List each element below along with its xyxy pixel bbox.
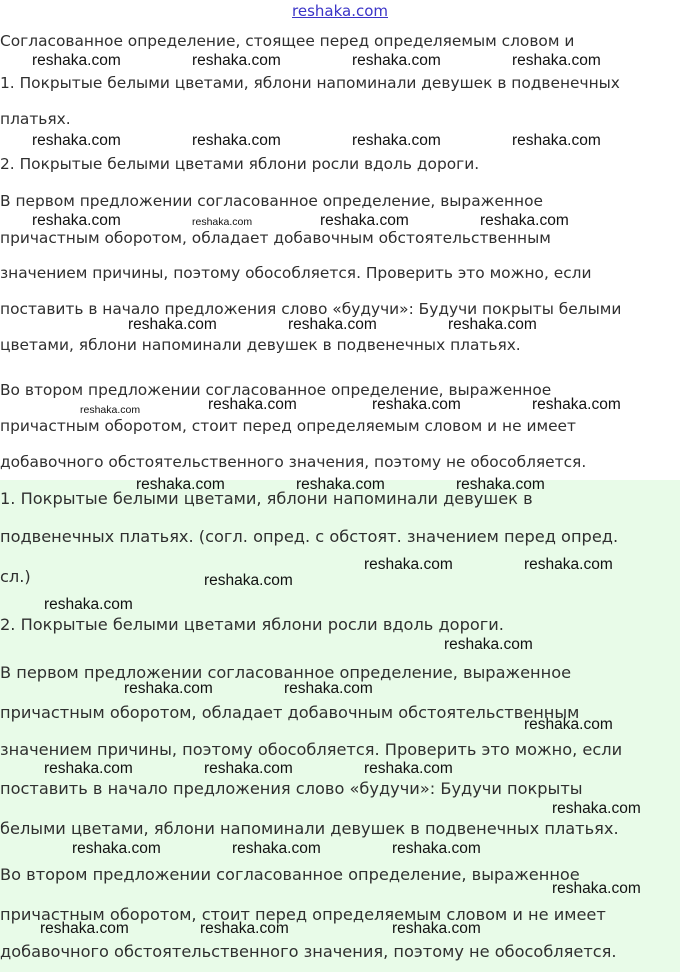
answer-line: сл.) bbox=[0, 567, 31, 586]
watermark: reshaka.com bbox=[352, 132, 441, 149]
task-line: Согласованное определение, стоящее перед определяемым словом и bbox=[0, 32, 575, 50]
watermark: reshaka.com bbox=[208, 396, 297, 413]
watermark: reshaka.com bbox=[524, 556, 613, 573]
task-line: значением причины, поэтому обособляется. Проверить это можно, если bbox=[0, 264, 592, 282]
site-header-link[interactable]: reshaka.com bbox=[292, 2, 388, 20]
answer-line: белыми цветами, яблони напоминали девушек в подвенечных платьях. bbox=[0, 819, 619, 838]
answer-line: поставить в начало предложения слово «будучи»: Будучи покрыты bbox=[0, 779, 583, 798]
watermark: reshaka.com bbox=[192, 216, 253, 228]
watermark: reshaka.com bbox=[352, 52, 441, 69]
answer-line: добавочного обстоятельственного значения, поэтому не обособляется. bbox=[0, 942, 617, 961]
watermark: reshaka.com bbox=[552, 880, 641, 897]
task-line: 2. Покрытые белыми цветами яблони росли вдоль дороги. bbox=[0, 155, 480, 173]
watermark: reshaka.com bbox=[512, 52, 601, 69]
watermark: reshaka.com bbox=[200, 920, 289, 937]
watermark: reshaka.com bbox=[444, 636, 533, 653]
watermark: reshaka.com bbox=[320, 212, 409, 229]
task-line: причастным оборотом, стоит перед определяемым словом и не имеет bbox=[0, 417, 576, 435]
task-line: причастным оборотом, обладает добавочным обстоятельственным bbox=[0, 229, 551, 247]
answer-line: причастным оборотом, стоит перед определяемым словом и не имеет bbox=[0, 905, 606, 924]
task-line: Во втором предложении согласованное определение, выраженное bbox=[0, 381, 552, 399]
task-line: добавочного обстоятельственного значения, поэтому не обособляется. bbox=[0, 453, 587, 471]
answer-line: В первом предложении согласованное определение, выраженное bbox=[0, 663, 572, 682]
watermark: reshaka.com bbox=[392, 920, 481, 937]
watermark: reshaka.com bbox=[284, 680, 373, 697]
answer-line: 2. Покрытые белыми цветами яблони росли вдоль дороги. bbox=[0, 615, 504, 634]
watermark: reshaka.com bbox=[44, 760, 133, 777]
watermark: reshaka.com bbox=[372, 396, 461, 413]
watermark: reshaka.com bbox=[288, 316, 377, 333]
task-line: В первом предложении согласованное определение, выраженное bbox=[0, 192, 543, 210]
watermark: reshaka.com bbox=[364, 760, 453, 777]
watermark: reshaka.com bbox=[72, 840, 161, 857]
watermark: reshaka.com bbox=[204, 572, 293, 589]
watermark: reshaka.com bbox=[124, 680, 213, 697]
watermark: reshaka.com bbox=[128, 316, 217, 333]
task-line: 1. Покрытые белыми цветами, яблони напоминали девушек в подвенечных bbox=[0, 74, 620, 92]
answer-line: значением причины, поэтому обособляется. Проверить это можно, если bbox=[0, 740, 623, 759]
watermark: reshaka.com bbox=[32, 212, 121, 229]
task-line: цветами, яблони напоминали девушек в подвенечных платьях. bbox=[0, 336, 521, 354]
watermark: reshaka.com bbox=[204, 760, 293, 777]
watermark: reshaka.com bbox=[40, 920, 129, 937]
watermark: reshaka.com bbox=[192, 52, 281, 69]
watermark: reshaka.com bbox=[524, 716, 613, 733]
watermark: reshaka.com bbox=[32, 52, 121, 69]
answer-line: Во втором предложении согласованное определение, выраженное bbox=[0, 865, 580, 884]
answer-line: подвенечных платьях. (согл. опред. с обстоят. значением перед опред. bbox=[0, 527, 619, 546]
task-line: поставить в начало предложения слово «будучи»: Будучи покрыты белыми bbox=[0, 300, 622, 318]
task-line: платьях. bbox=[0, 110, 71, 128]
watermark: reshaka.com bbox=[512, 132, 601, 149]
watermark: reshaka.com bbox=[480, 212, 569, 229]
answer-line: причастным оборотом, обладает добавочным обстоятельственным bbox=[0, 703, 580, 722]
watermark: reshaka.com bbox=[456, 476, 545, 493]
watermark: reshaka.com bbox=[448, 316, 537, 333]
answer-line: 1. Покрытые белыми цветами, яблони напоминали девушек в bbox=[0, 489, 533, 508]
watermark: reshaka.com bbox=[532, 396, 621, 413]
watermark: reshaka.com bbox=[32, 132, 121, 149]
watermark: reshaka.com bbox=[392, 840, 481, 857]
watermark: reshaka.com bbox=[44, 596, 133, 613]
watermark: reshaka.com bbox=[192, 132, 281, 149]
watermark: reshaka.com bbox=[136, 476, 225, 493]
watermark: reshaka.com bbox=[364, 556, 453, 573]
watermark: reshaka.com bbox=[80, 404, 141, 416]
watermark: reshaka.com bbox=[552, 800, 641, 817]
watermark: reshaka.com bbox=[296, 476, 385, 493]
watermark: reshaka.com bbox=[232, 840, 321, 857]
